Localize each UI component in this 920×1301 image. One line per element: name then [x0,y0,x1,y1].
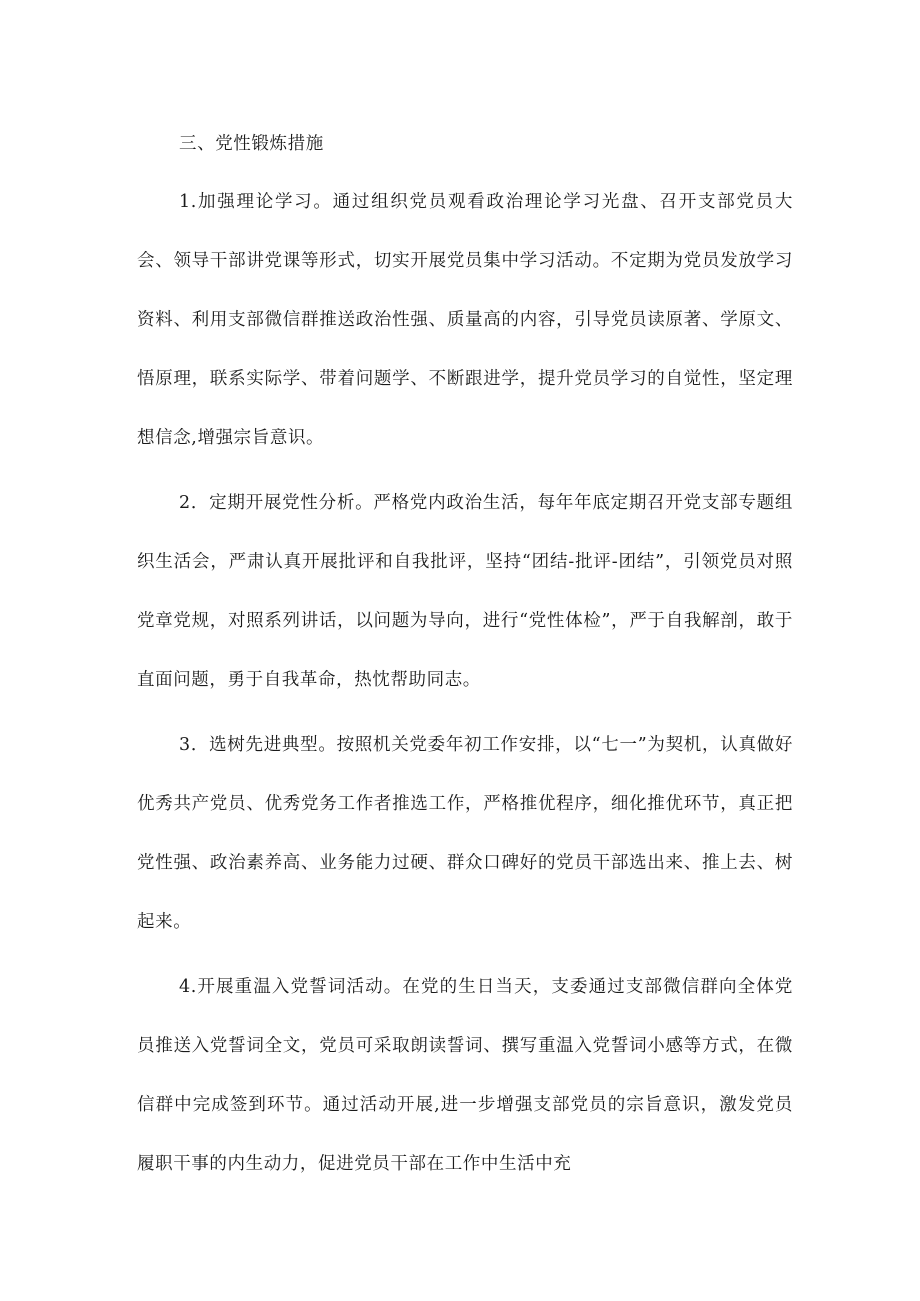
paragraph-oath-review: 4.开展重温入党誓词活动。在党的生日当天，支委通过支部微信群向全体党员推送入党誓词全文，党员可采取朗读誓词、撰写重温入党誓词小感等方式，在微信群中完成签到环节。通过活动开展,进一步增强支部党员的宗旨意识，激发党员履职干事的内生动力，促进党员干部在工作中生活中充 [137,977,793,1174]
paragraph-advanced-models: 3．选树先进典型。按照机关党委年初工作安排，以“七一”为契机，认真做好优秀共产党员、优秀党务工作者推选工作，严格推优程序，细化推优环节，真正把党性强、政治素养高、业务能力过硬、群众口碑好的党员干部选出来、推上去、树起来。 [137,735,793,932]
document-body [137,118,793,1200]
section-heading: 三、党性锻炼措施 [179,134,324,154]
paragraph-party-analysis: 2．定期开展党性分析。严格党内政治生活，每年年底定期召开党支部专题组织生活会，严肃认真开展批评和自我批评，坚持“团结-批评-团结”，引领党员对照党章党规，对照系列讲话，以问题为导向，进行“党性体检”，严于自我解剖，敢于直面问题，勇于自我革命，热忱帮助同志。 [137,493,793,690]
paragraph-theory-study: 1.加强理论学习。通过组织党员观看政治理论学习光盘、召开支部党员大会、领导干部讲党课等形式，切实开展党员集中学习活动。不定期为党员发放学习资料、利用支部微信群推送政治性强、质量高的内容，引导党员读原著、学原文、悟原理，联系实际学、带着问题学、不断跟进学，提升党员学习的自觉性，坚定理想信念,增强宗旨意识。 [137,192,793,448]
